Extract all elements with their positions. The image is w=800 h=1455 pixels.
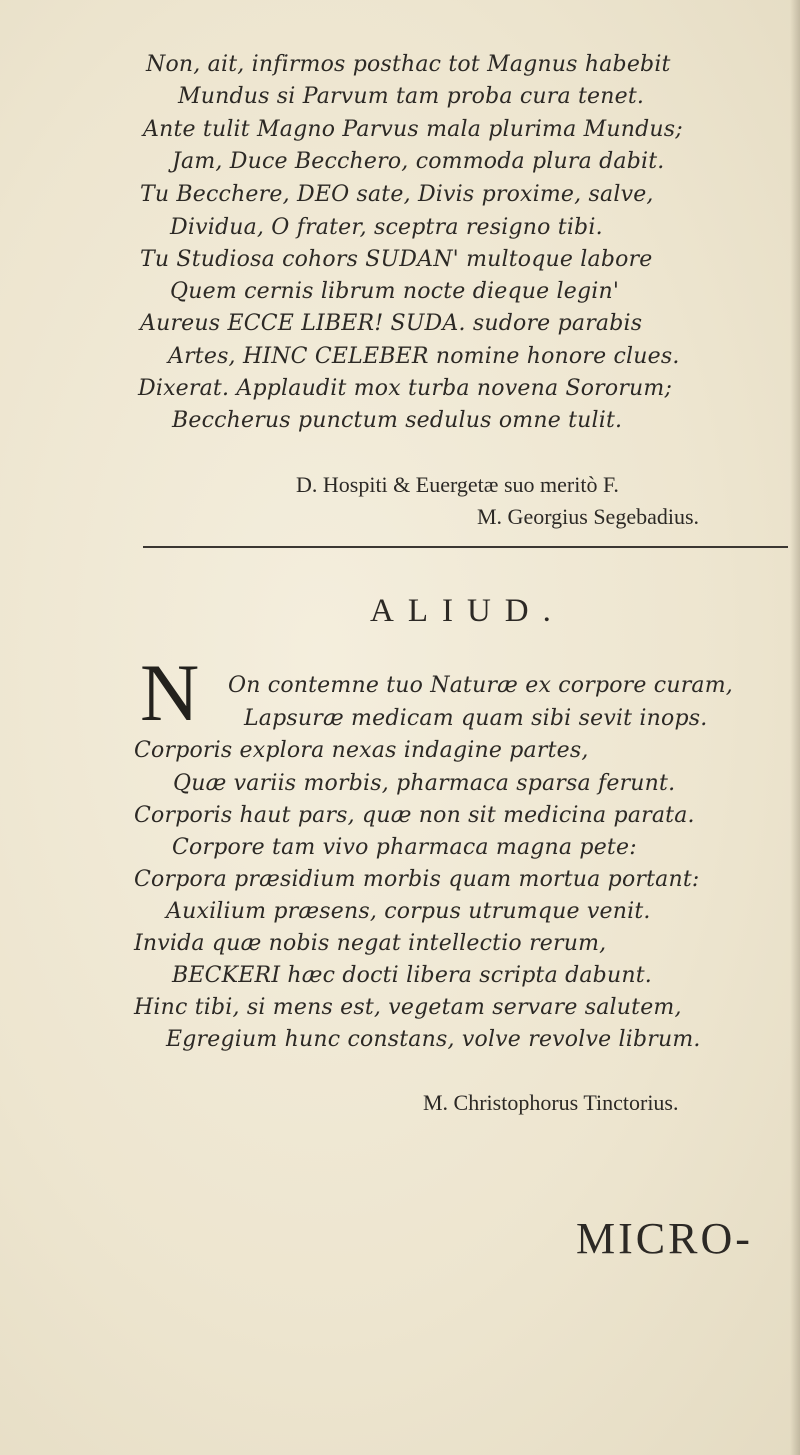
- poem-line: Corpora præsidium morbis quam mortua portant:: [134, 867, 700, 892]
- poem-line: Non, ait, infirmos posthac tot Magnus habebit: [146, 52, 671, 77]
- section-heading: ALIUD.: [370, 593, 565, 629]
- poem-line: Quæ variis morbis, pharmaca sparsa ferunt.: [173, 771, 676, 796]
- drop-cap: N: [140, 647, 200, 738]
- poem-line: Invida quæ nobis negat intellectio rerum,: [134, 931, 607, 956]
- poem-line: Jam, Duce Becchero, commoda plura dabit.: [172, 149, 665, 174]
- poem-line: Artes, HINC CELEBER nomine honore clues.: [168, 344, 680, 369]
- poem-line: Hinc tibi, si mens est, vegetam servare salutem,: [134, 995, 682, 1020]
- poem-line: BECKERI hæc docti libera scripta dabunt.: [172, 963, 652, 988]
- poem-line: Aureus ECCE LIBER! SUDA. sudore parabis: [140, 311, 643, 336]
- poem-line: Egregium hunc constans, volve revolve librum.: [166, 1027, 701, 1052]
- dedication-line: D. Hospiti & Euergetæ suo meritò F.: [296, 472, 619, 497]
- poem-line: Corpore tam vivo pharmaca magna pete:: [172, 835, 637, 860]
- poem-line: On contemne tuo Naturæ ex corpore curam,: [228, 673, 733, 698]
- author-signature: M. Georgius Segebadius.: [477, 504, 700, 529]
- poem-line: Tu Studiosa cohors SUDAN' multoque labore: [140, 247, 653, 272]
- poem-line: Tu Becchere, DEO sate, Divis proxime, salve,: [140, 182, 654, 207]
- poem-line: Ante tulit Magno Parvus mala plurima Mundus;: [143, 117, 683, 142]
- poem-line: Lapsuræ medicam quam sibi sevit inops.: [244, 706, 708, 731]
- poem-line: Mundus si Parvum tam proba cura tenet.: [178, 84, 645, 109]
- poem-line: Beccherus punctum sedulus omne tulit.: [172, 408, 623, 433]
- poem-line: Dixerat. Applaudit mox turba novena Sororum;: [138, 376, 673, 401]
- poem-line: Dividua, O frater, sceptra resigno tibi.: [170, 215, 603, 240]
- poem-line: Quem cernis librum nocte dieque legin': [170, 279, 620, 304]
- poem-line: Auxilium præsens, corpus utrumque venit.: [166, 899, 651, 924]
- author-signature: M. Christophorus Tinctorius.: [423, 1090, 679, 1115]
- page-edge-shadow: [790, 0, 800, 1455]
- catchword: MICRO-: [576, 1214, 753, 1263]
- poem-line: Corporis haut pars, quæ non sit medicina parata.: [134, 803, 695, 828]
- poem-line: Corporis explora nexas indagine partes,: [134, 738, 589, 763]
- section-divider: [143, 546, 788, 548]
